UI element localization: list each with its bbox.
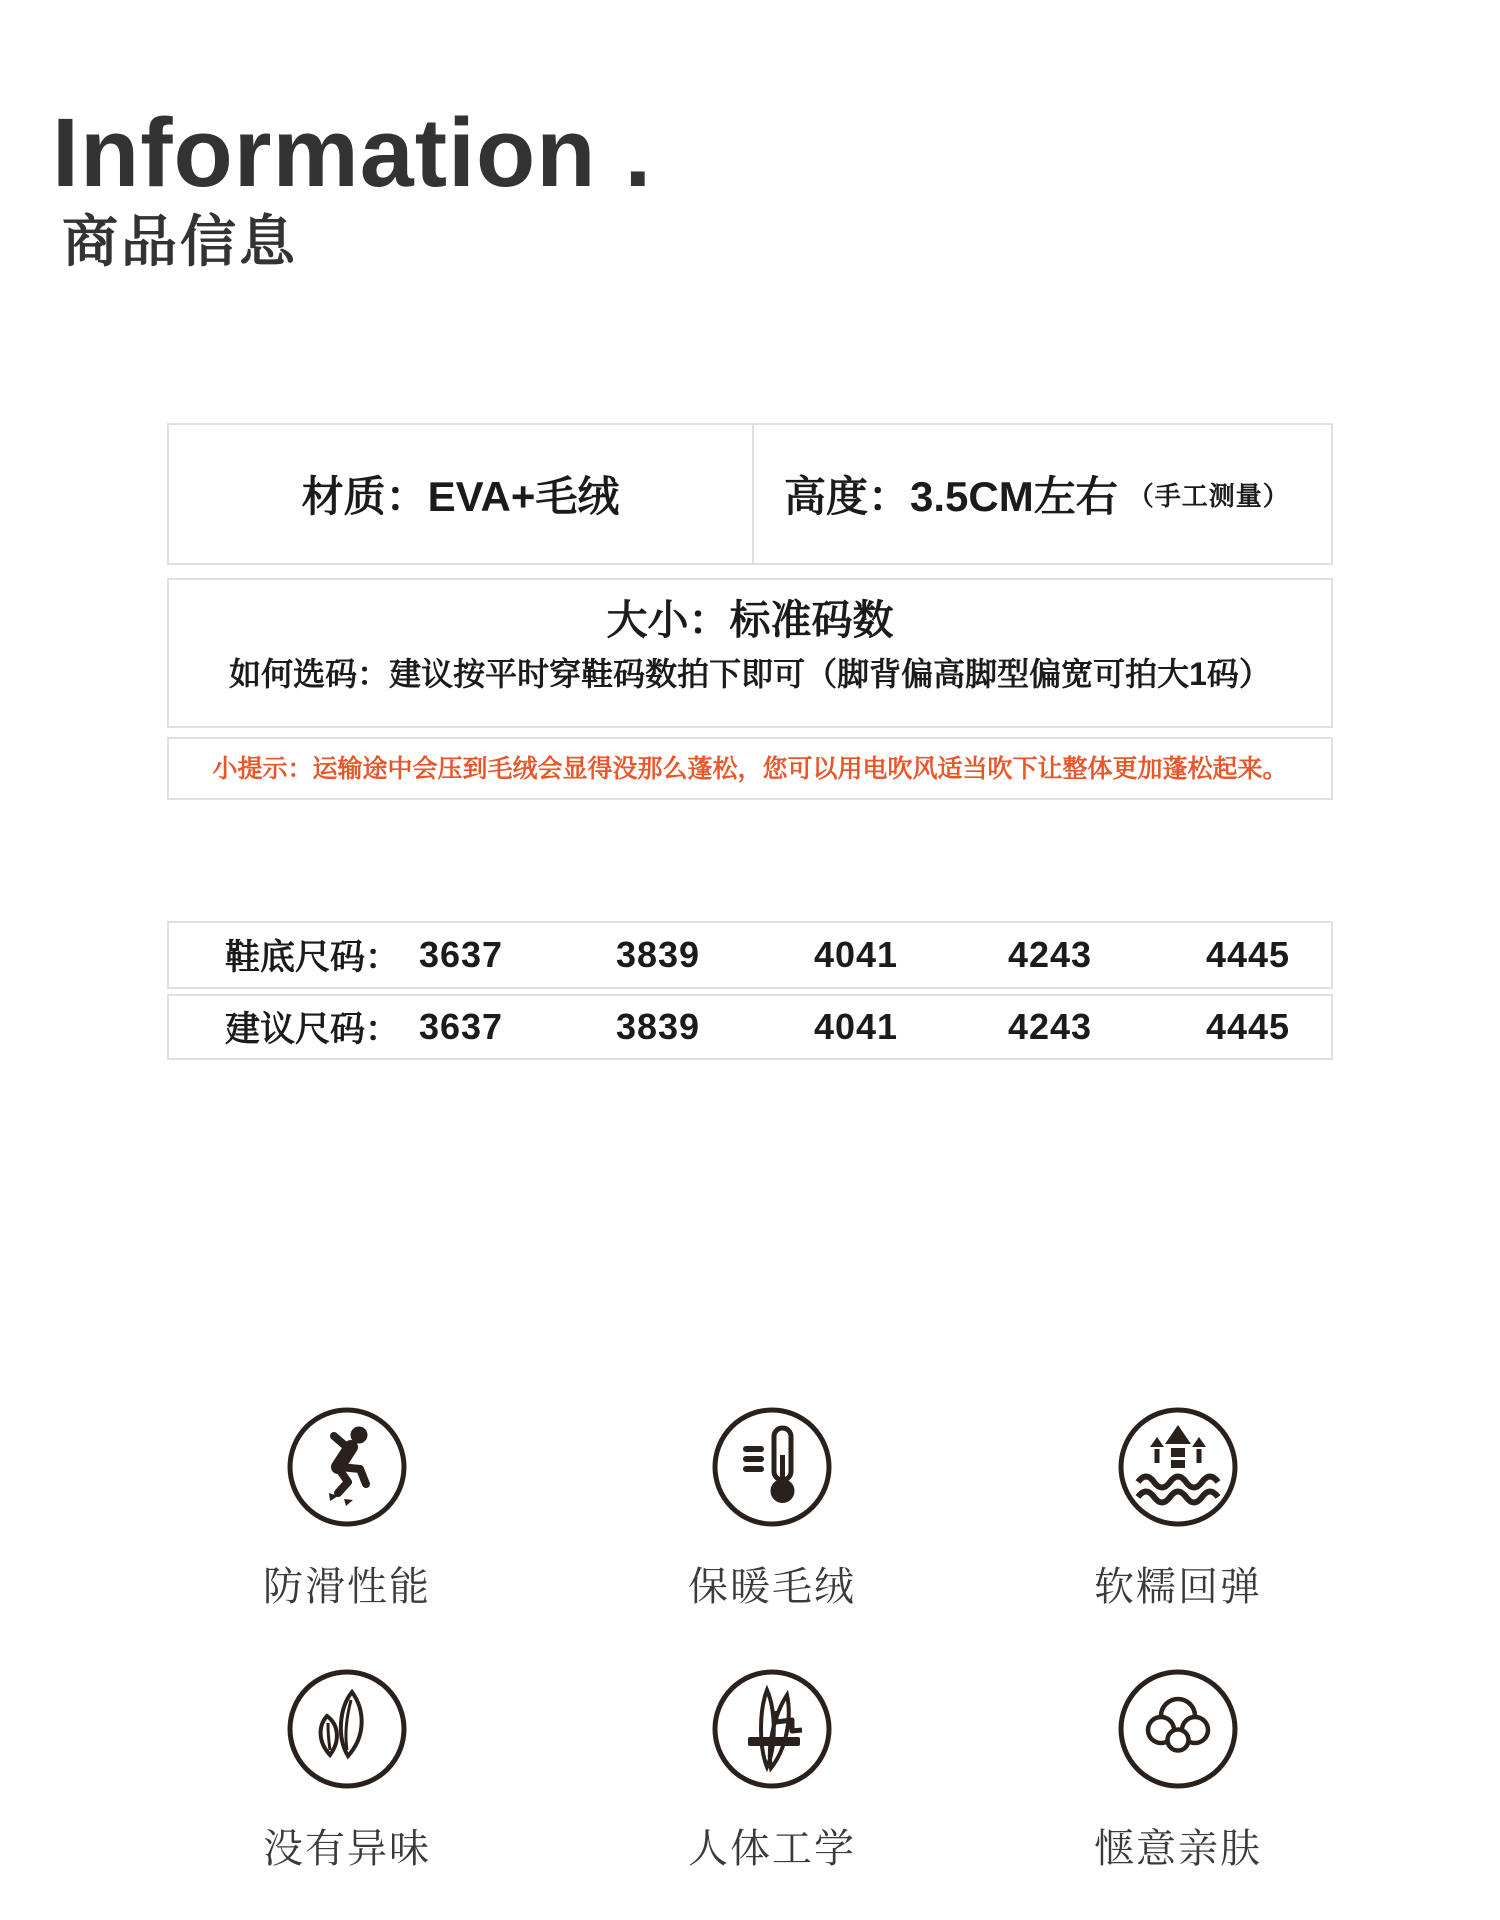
feature-skin-friendly bbox=[1018, 1667, 1338, 1874]
height-cell bbox=[754, 425, 1331, 563]
height-note: （手工测量） bbox=[1127, 480, 1290, 511]
size-chart-row-sole bbox=[167, 921, 1333, 989]
size-value: 4041 bbox=[813, 1006, 899, 1047]
size-standard-text: 大小：标准码数 bbox=[606, 597, 894, 643]
insole-icon bbox=[710, 1667, 834, 1791]
size-chart-row-suggested bbox=[167, 994, 1333, 1060]
feature-anti-slip bbox=[187, 1405, 507, 1612]
feature-warm-plush bbox=[612, 1405, 932, 1612]
feature-label: 软糯回弹 bbox=[1094, 1565, 1262, 1609]
feature-ergonomic bbox=[612, 1667, 932, 1874]
size-value: 4445 bbox=[1205, 934, 1291, 975]
size-value: 4445 bbox=[1205, 1006, 1291, 1047]
feature-soft-rebound bbox=[1018, 1405, 1338, 1612]
feature-no-odor bbox=[187, 1667, 507, 1874]
feature-label: 没有异味 bbox=[263, 1827, 431, 1871]
tip-row: 小提示：运输途中会压到毛绒会显得没那么蓬松，您可以用电吹风适当吹下让整体更加蓬松起来。 bbox=[167, 737, 1333, 800]
size-value: 4243 bbox=[1007, 934, 1093, 975]
size-guide-text: 如何选码：建议按平时穿鞋码数拍下即可（脚背偏高脚型偏宽可拍大1码） bbox=[229, 656, 1271, 693]
size-value: 3637 bbox=[418, 934, 504, 975]
size-row-label: 建议尺码： bbox=[225, 1010, 401, 1049]
size-value: 4243 bbox=[1007, 1006, 1093, 1047]
thermometer-icon bbox=[710, 1405, 834, 1529]
size-value: 3839 bbox=[615, 934, 701, 975]
feature-label: 人体工学 bbox=[688, 1827, 856, 1871]
spec-row-size bbox=[167, 578, 1333, 728]
cotton-cloud-icon bbox=[1116, 1667, 1240, 1791]
leaves-icon bbox=[285, 1667, 409, 1791]
feature-label: 惬意亲肤 bbox=[1094, 1827, 1262, 1871]
slip-person-icon bbox=[285, 1405, 409, 1529]
size-value: 4041 bbox=[813, 934, 899, 975]
feature-label: 保暖毛绒 bbox=[688, 1565, 856, 1609]
size-row-label: 鞋底尺码： bbox=[225, 938, 401, 977]
page-subtitle: 商品信息 bbox=[62, 210, 298, 273]
height-value: 高度：3.5CM左右 bbox=[784, 473, 1118, 520]
spec-row-material-height bbox=[167, 423, 1333, 565]
page-title: Information . bbox=[52, 98, 653, 207]
feature-label: 防滑性能 bbox=[263, 1565, 431, 1609]
size-value: 3637 bbox=[418, 1006, 504, 1047]
rebound-arrows-icon bbox=[1116, 1405, 1240, 1529]
material-cell: 材质：EVA+毛绒 bbox=[169, 425, 754, 563]
size-value: 3839 bbox=[615, 1006, 701, 1047]
